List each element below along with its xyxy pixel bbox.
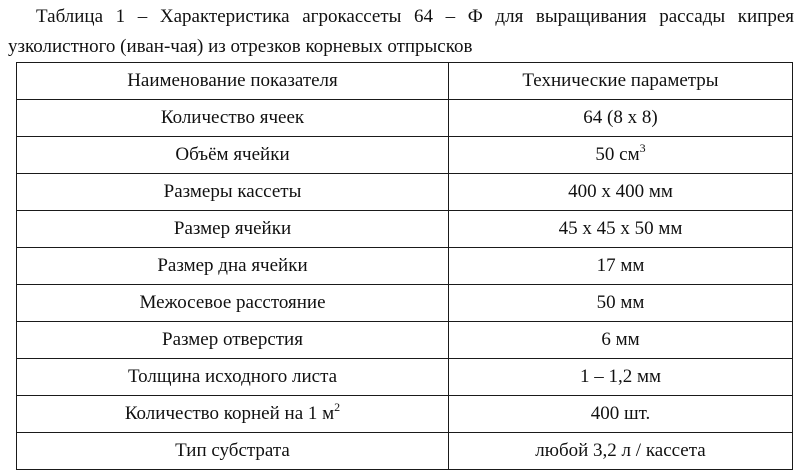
table-row — [17, 174, 793, 211]
table-row — [17, 322, 793, 359]
row-value: 17 мм — [449, 248, 793, 285]
row-name: Размер ячейки — [17, 211, 449, 248]
row-name: Объём ячейки — [17, 137, 449, 174]
row-name: Размеры кассеты — [17, 174, 449, 211]
table-row — [17, 211, 793, 248]
table-caption — [8, 2, 794, 62]
header-technical-parameters: Технические параметры — [449, 63, 793, 100]
row-value: 1 – 1,2 мм — [449, 359, 793, 396]
caption-line-2: узколистного (иван-чая) из отрезков корневых отпрысков — [8, 36, 473, 57]
row-value: 6 мм — [449, 322, 793, 359]
row-name: Количество ячеек — [17, 100, 449, 137]
row-value-text: 50 см — [595, 144, 640, 165]
row-name-text: Количество корней на 1 м — [124, 403, 335, 424]
row-value: 64 (8 х 8) — [449, 100, 793, 137]
table-header-row — [17, 63, 793, 100]
row-value: 45 х 45 х 50 мм — [449, 211, 793, 248]
table-row — [17, 285, 793, 322]
specifications-table — [16, 62, 793, 470]
superscript: 3 — [639, 141, 646, 155]
table-row — [17, 359, 793, 396]
row-value: 400 х 400 мм — [449, 174, 793, 211]
row-value: любой 3,2 л / кассета — [449, 433, 793, 470]
table-row — [17, 433, 793, 470]
row-value — [449, 137, 793, 174]
table-row — [17, 396, 793, 433]
row-name: Межосевое расстояние — [17, 285, 449, 322]
row-name — [17, 396, 449, 433]
table-row — [17, 100, 793, 137]
table-row — [17, 248, 793, 285]
row-name: Размер отверстия — [17, 322, 449, 359]
row-value: 50 мм — [449, 285, 793, 322]
row-name: Тип субстрата — [17, 433, 449, 470]
header-parameter-name: Наименование показателя — [17, 63, 449, 100]
row-value: 400 шт. — [449, 396, 793, 433]
row-name: Толщина исходного листа — [17, 359, 449, 396]
caption-line-1: Таблица 1 – Характеристика агрокассеты 64 – Ф для выращивания рассады кипрея — [36, 6, 794, 27]
table-row — [17, 137, 793, 174]
row-name: Размер дна ячейки — [17, 248, 449, 285]
superscript: 2 — [334, 400, 341, 414]
